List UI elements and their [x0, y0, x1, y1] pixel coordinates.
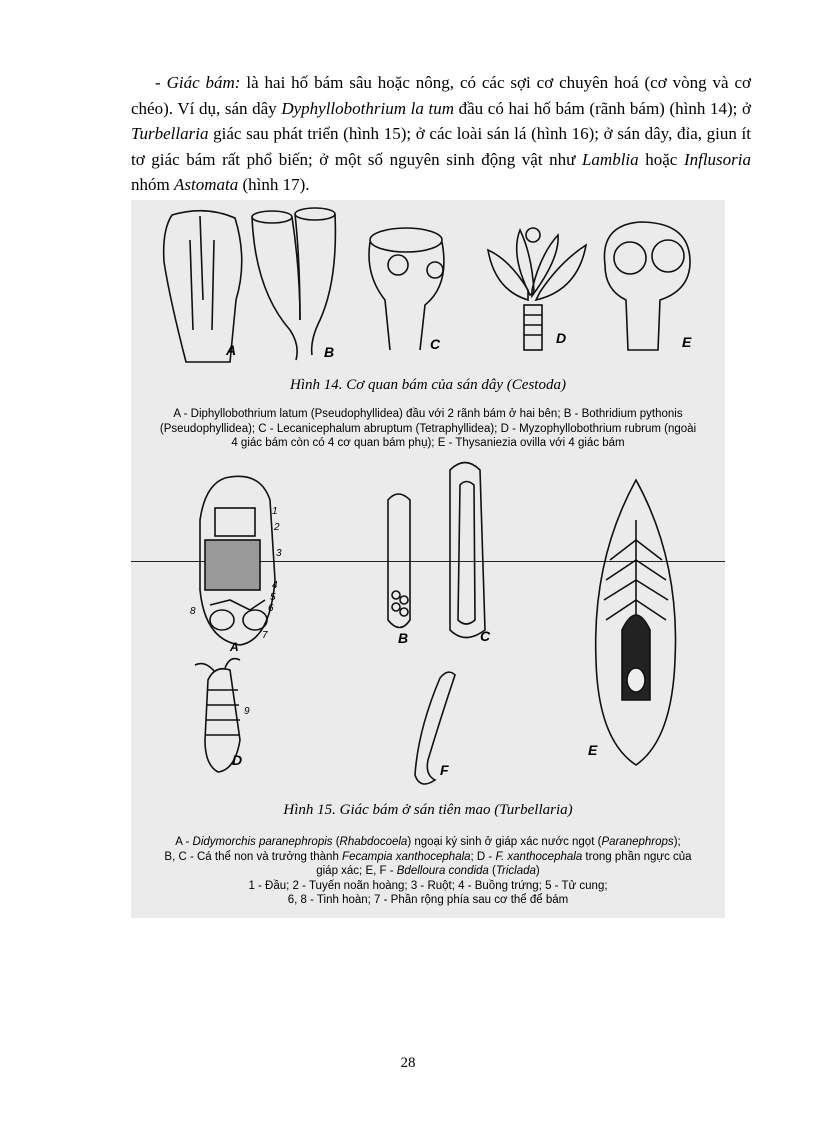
text-lead: -: [155, 73, 167, 92]
fig15-f-illustration: [415, 672, 455, 784]
figure14-description: [150, 407, 706, 451]
callout-6: 6: [268, 603, 274, 614]
fig15-label-e: E: [588, 742, 598, 758]
figure15-caption: Hình 15. Giác bám ở sán tiên mao (Turbellaria): [283, 802, 573, 818]
species-dyphyllobothrium: Dyphyllobothrium la tum: [281, 98, 454, 118]
callout-1: 1: [272, 506, 278, 517]
d2b: Fecampia xanthocephala: [342, 850, 471, 863]
callout-4: 4: [272, 580, 278, 591]
callout-7: 7: [262, 630, 268, 641]
d1g: );: [673, 836, 681, 848]
fig14-d-illustration: [488, 228, 586, 350]
figure15-description: [150, 835, 706, 908]
term-giac-bam: Giác bám:: [166, 73, 241, 92]
text-part-6: (hình 17).: [238, 175, 310, 194]
d1e: ) ngoại ký sinh ở giáp xác nước ngọt (: [407, 836, 602, 848]
d3d: Triclada: [495, 865, 536, 877]
fig15-label-f: F: [440, 762, 449, 778]
species-influsoria: Influsoria: [683, 149, 751, 169]
fig15-c-illustration: [450, 463, 485, 638]
d2a: B, C - Cá thể non và trưởng thành: [164, 850, 343, 863]
d1a: A -: [175, 836, 193, 848]
fig15-e-illustration: [596, 480, 676, 765]
fig15-label-d: D: [232, 752, 243, 768]
callout-8: 8: [190, 606, 196, 617]
fig15-desc-line-1: [150, 835, 706, 850]
text-part-3: giác sau phát triển (hình 15); ở các loài sán lá (hình 16); ở sán dây, đỉa, giun ít tơ giác bám rất phổ biến; ở một số nguyên sinh động vật như: [131, 124, 751, 169]
fig15-desc-line-3: [150, 864, 706, 879]
d3b: Bdelloura condida: [396, 865, 489, 877]
text-part-5: nhóm: [131, 175, 174, 194]
fig15-desc-line-4: 1 - Đầu; 2 - Tuyến noãn hoàng; 3 - Ruột; 4 - Buồng trứng; 5 - Tử cung;: [248, 879, 608, 892]
fig14-e-illustration: [604, 222, 690, 350]
text-part-2: đầu có hai hố bám (rãnh bám) (hình 14); ở: [453, 98, 752, 118]
d2c: ; D -: [470, 850, 496, 863]
callout-3: 3: [276, 548, 282, 559]
callout-2: 2: [274, 522, 280, 533]
fig14-desc-line-2: (Pseudophyllidea); C - Lecanicephalum abruptum (Tetraphyllidea); D - Myzophyllobothrium rubrum (ngoài: [159, 422, 697, 435]
callout-5: 5: [270, 592, 276, 603]
fig14-label-b: B: [324, 344, 335, 360]
d3c: (: [488, 865, 496, 877]
species-astomata: Astomata: [173, 175, 239, 194]
fig14-b-illustration: [252, 208, 335, 360]
fig14-desc-line-3: 4 giác bám còn có 4 cơ quan bám phụ); E - Thysaniezia ovilla với 4 giác bám: [231, 437, 625, 449]
fig14-a-illustration: [164, 211, 242, 362]
fig14-label-c: C: [430, 336, 441, 352]
d2e: trong phần ngực của: [582, 850, 692, 863]
fig14-label-d: D: [556, 330, 567, 346]
fig15-label-c: C: [480, 628, 491, 644]
d3a: giáp xác; E, F -: [316, 865, 397, 877]
fig14-c-illustration: [369, 228, 444, 350]
d1f: Paranephrops: [601, 836, 674, 848]
fig15-label-a: A: [230, 640, 239, 654]
fig14-desc-line-1: A - Diphyllobothrium latum (Pseudophyllidea) đầu với 2 rãnh bám ở hai bên; B - Bothridium pythonis: [173, 408, 683, 420]
text-part-1: là hai hố bám sâu hoặc nông, có các sợi cơ chuyên hoá (cơ vòng và cơ chéo). Ví dụ, sán dây: [131, 73, 751, 118]
text-part-4: hoặc: [638, 149, 684, 169]
d3e: ): [535, 865, 540, 877]
fig15-b-illustration: [388, 494, 410, 628]
d2d: F. xanthocephala: [495, 850, 583, 863]
fig14-label-a: A: [226, 342, 237, 358]
d1b: Didymorchis paranephropis: [192, 836, 333, 848]
page-number: 28: [400, 1055, 416, 1071]
d1c: (: [332, 836, 340, 848]
callout-9: 9: [244, 706, 250, 717]
fig14-label-e: E: [682, 334, 692, 350]
species-turbellaria: Turbellaria: [131, 124, 209, 143]
species-lamblia: Lamblia: [581, 149, 639, 169]
d1d: Rhabdocoela: [339, 836, 408, 848]
fig15-label-b: B: [398, 630, 409, 646]
fig15-a-illustration: [200, 476, 275, 645]
fig15-desc-line-2: [150, 850, 706, 865]
fig15-desc-line-5: 6, 8 - Tinh hoàn; 7 - Phần rộng phía sau cơ thể để bám: [287, 894, 569, 906]
figure14-caption: Hình 14. Cơ quan bám của sán dây (Cestoda): [290, 377, 566, 393]
